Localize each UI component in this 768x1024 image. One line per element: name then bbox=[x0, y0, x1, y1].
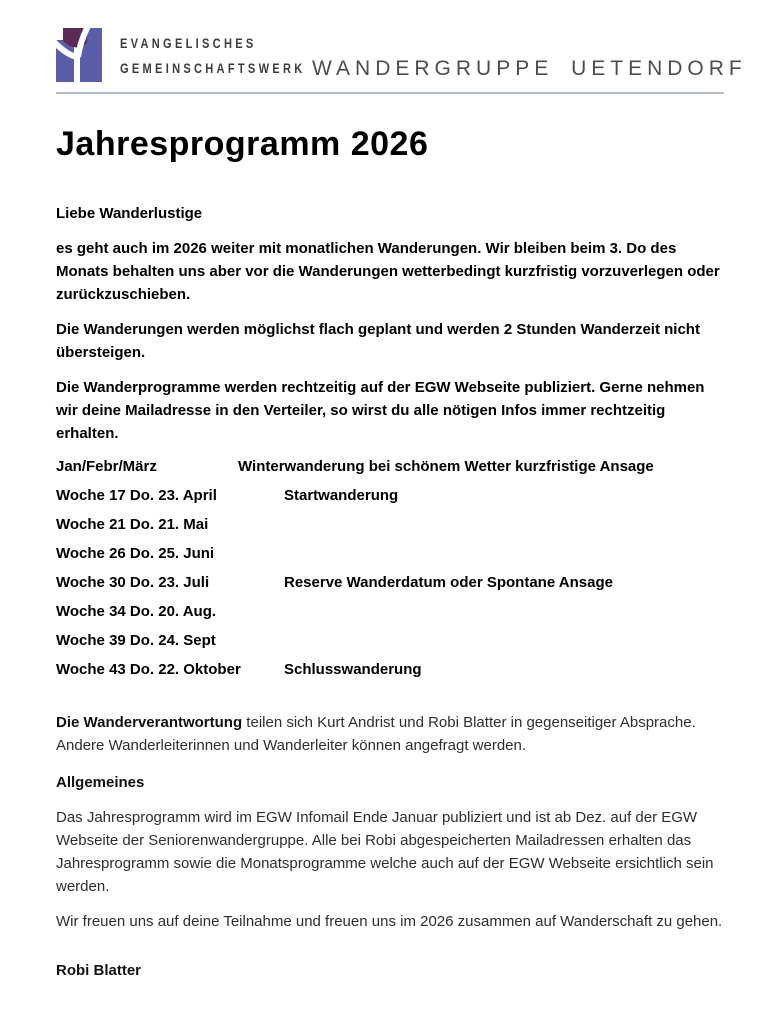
responsibility-text: teilen sich Kurt Andrist und Robi Blatter in gegenseitiger Absprache. Andere Wanderleiterinnen und Wanderleiter können angefragt werden. bbox=[56, 714, 696, 754]
general-heading: Allgemeines bbox=[56, 774, 145, 791]
intro-paragraph: Die Wanderungen werden möglichst flach geplant und werden 2 Stunden Wanderzeit nicht übersteigen. bbox=[56, 321, 700, 361]
intro-paragraph: Die Wanderprogramme werden rechtzeitig auf der EGW Webseite publiziert. Gerne nehmen wir deine Mailadresse in den Verteiler, so wirst du alle nötigen Infos immer rechtzeitig erhalten. bbox=[56, 379, 705, 442]
salutation: Liebe Wanderlustige bbox=[56, 205, 203, 222]
organization-name bbox=[120, 31, 306, 81]
schedule-date: Woche 39 Do. 24. Sept bbox=[56, 632, 216, 649]
letterhead bbox=[56, 28, 747, 84]
general-paragraph: Das Jahresprogramm wird im EGW Infomail Ende Januar publiziert und ist ab Dez. auf der EGW Webseite der Seniorenwandergruppe. Alle bei Robi abgespeicherten Mailadressen erhalten das Jahresprogramm sowie die Monatsprogramme welche auch auf der EGW Webseite ersichtlich sein werden. bbox=[56, 809, 714, 895]
schedule-date: Woche 26 Do. 25. Juni bbox=[56, 545, 215, 562]
schedule-event: Winterwanderung bei schönem Wetter kurzfristige Ansage bbox=[238, 458, 654, 475]
general-paragraph: Wir freuen uns auf deine Teilnahme und freuen uns im 2026 zusammen auf Wanderschaft zu gehen. bbox=[56, 913, 723, 930]
schedule-date: Woche 43 Do. 22. Oktober bbox=[56, 661, 241, 678]
signature: Robi Blatter bbox=[56, 962, 142, 979]
lower-section bbox=[56, 711, 724, 982]
egw-cross-chalice-logo-icon bbox=[56, 28, 102, 82]
schedule-date: Woche 21 Do. 21. Mai bbox=[56, 516, 209, 533]
schedule-date: Woche 17 Do. 23. April bbox=[56, 487, 217, 504]
schedule-event: Reserve Wanderdatum oder Spontane Ansage bbox=[284, 574, 613, 591]
schedule-row bbox=[56, 513, 724, 536]
organization-name-line1: EVANGELISCHES bbox=[120, 36, 257, 51]
responsibility-paragraph bbox=[56, 711, 724, 757]
schedule-event: Schlusswanderung bbox=[284, 661, 422, 678]
schedule-date: Jan/Febr/März bbox=[56, 458, 157, 475]
organization-name-line2: GEMEINSCHAFTSWERK bbox=[120, 61, 306, 76]
page-title: Jahresprogramm 2026 bbox=[56, 125, 429, 163]
responsibility-lead: Die Wanderverantwortung bbox=[56, 714, 243, 731]
schedule-row bbox=[56, 658, 724, 681]
hike-schedule bbox=[56, 455, 724, 681]
schedule-date: Woche 30 Do. 23. Juli bbox=[56, 574, 210, 591]
schedule-row bbox=[56, 629, 724, 652]
group-name: WANDERGRUPPE UETENDORF bbox=[312, 57, 747, 80]
header-divider bbox=[56, 92, 724, 94]
schedule-row bbox=[56, 542, 724, 565]
intro-paragraph: es geht auch im 2026 weiter mit monatlichen Wanderungen. Wir bleiben beim 3. Do des Monats behalten uns aber vor die Wanderungen wetterbedingt kurzfristig vorzuverlegen oder zurückzuschieben. bbox=[56, 240, 720, 303]
schedule-row bbox=[56, 455, 724, 478]
schedule-row bbox=[56, 484, 724, 507]
schedule-event: Startwanderung bbox=[284, 487, 399, 504]
schedule-row bbox=[56, 571, 724, 594]
schedule-row bbox=[56, 600, 724, 623]
schedule-date: Woche 34 Do. 20. Aug. bbox=[56, 603, 217, 620]
